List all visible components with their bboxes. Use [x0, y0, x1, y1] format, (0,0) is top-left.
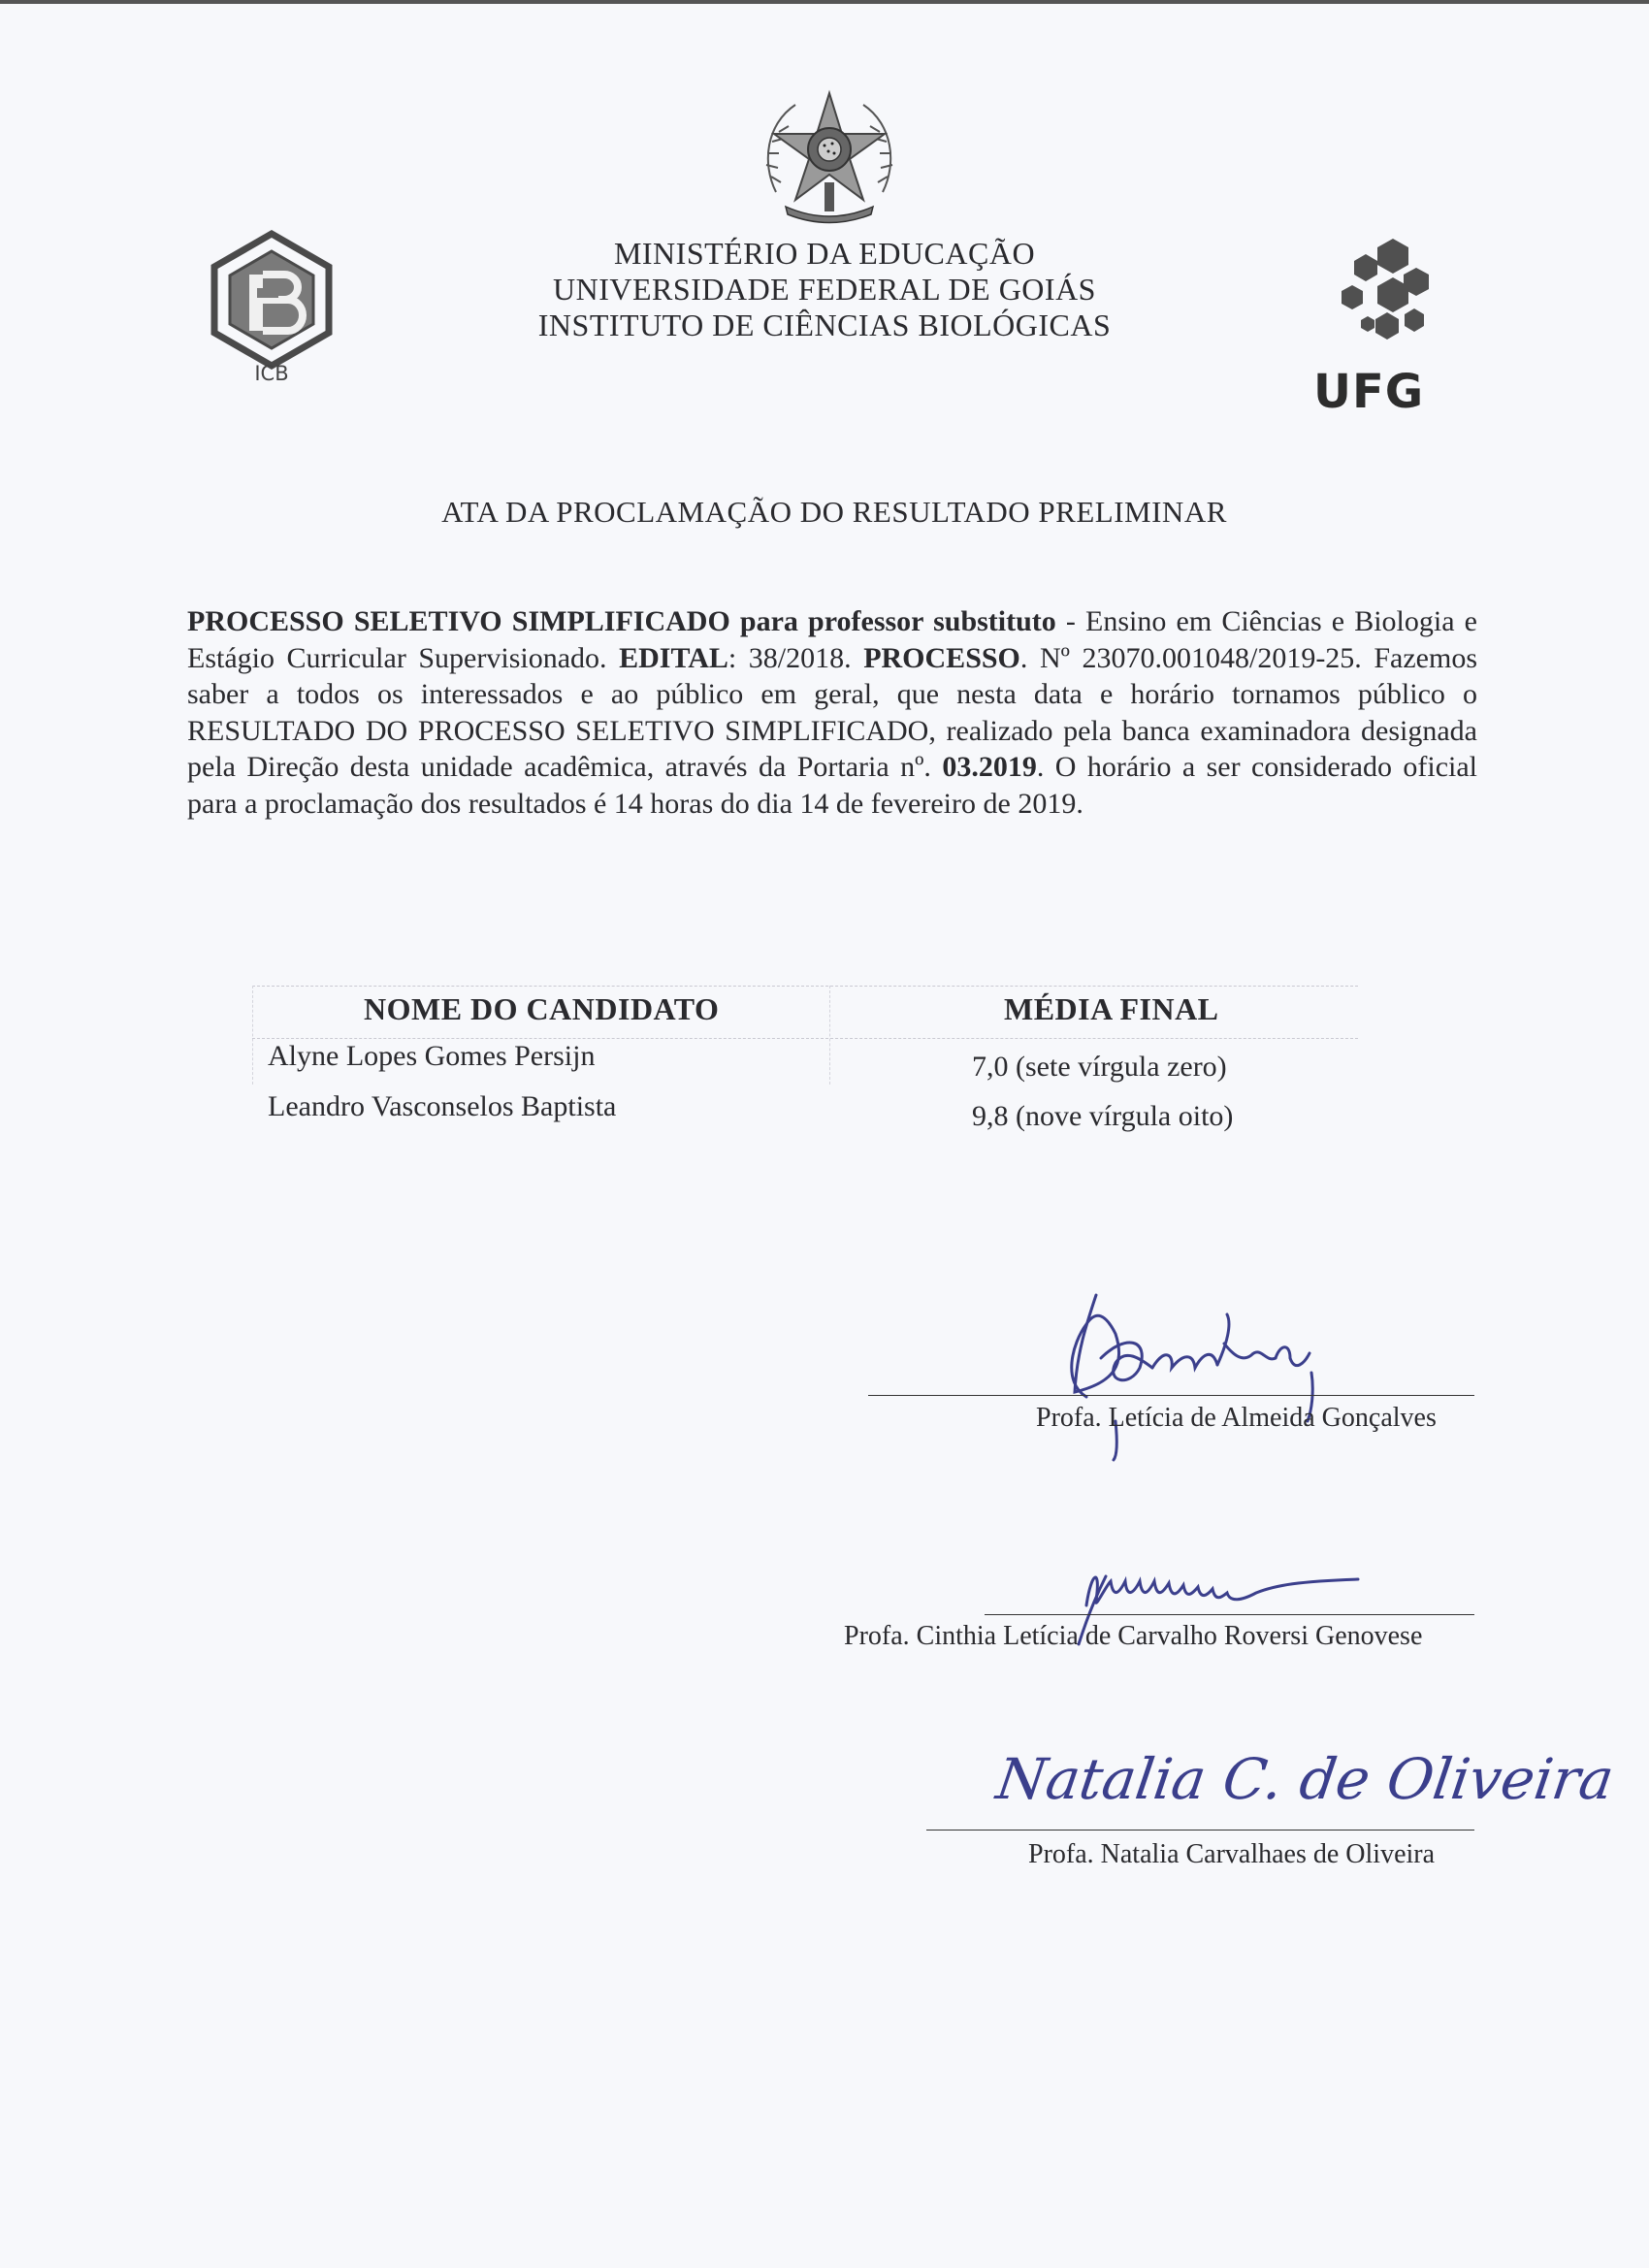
- scan-edge: [0, 0, 1649, 4]
- institution-header: [407, 236, 1242, 343]
- university-name: UNIVERSIDADE FEDERAL DE GOIÁS: [553, 272, 1096, 307]
- ufg-logo: [1300, 231, 1455, 425]
- body-text-2: : 38/2018.: [728, 641, 864, 674]
- signatory-name-3: Profa. Natalia Carvalhaes de Oliveira: [1028, 1839, 1436, 1869]
- edital-label: EDITAL: [619, 641, 728, 674]
- process-lead: PROCESSO SELETIVO SIMPLIFICADO para professor substituto: [187, 605, 1056, 637]
- icb-logo-text: ICB: [254, 362, 289, 385]
- signatory-name-2: Profa. Cinthia Letícia de Carvalho Roversi Genovese: [844, 1621, 1423, 1651]
- body-text-4: . O horário a ser considerado oficial para a proclamação dos resultados é 14 horas do dia 14 de fevereiro de 2019.: [187, 751, 1477, 820]
- ufg-hexagons-icon: [1300, 231, 1455, 367]
- ufg-logo-text: UFG: [1313, 365, 1425, 419]
- handwritten-signature-1: [1048, 1285, 1368, 1460]
- body-paragraph: [187, 603, 1477, 822]
- table-header-divider: [252, 1038, 1358, 1039]
- candidate-name-header: NOME DO CANDIDATO: [364, 991, 720, 1026]
- processo-label: PROCESSO: [863, 641, 1020, 674]
- final-grade-header: MÉDIA FINAL: [1004, 991, 1219, 1026]
- portaria-number: 03.2019: [942, 751, 1037, 783]
- document-title: ATA DA PROCLAMAÇÃO DO RESULTADO PRELIMINAR: [441, 495, 1227, 529]
- candidate-name-cell: Leandro Vasconselos Baptista: [268, 1090, 617, 1122]
- table-column-divider: [829, 986, 830, 1085]
- brazil-coat-of-arms-icon: [757, 85, 902, 231]
- signatory-name-1: Profa. Letícia de Almeida Gonçalves: [1036, 1403, 1437, 1433]
- table-border-left: [252, 986, 253, 1085]
- signature-line-3: [926, 1830, 1474, 1831]
- signature-line-1: [868, 1395, 1474, 1396]
- final-grade-cell: 7,0 (sete vírgula zero): [972, 1051, 1227, 1083]
- ministry-name: MINISTÉRIO DA EDUCAÇÃO: [613, 236, 1036, 271]
- table-border-top: [252, 986, 1358, 987]
- handwritten-signature-3: Natalia C. de Oliveira: [992, 1746, 1618, 1812]
- candidate-name-cell: Alyne Lopes Gomes Persijn: [268, 1040, 596, 1072]
- body-text-3: . Nº 23070.001048/2019-25. Fazemos saber a todos os interessados e ao público em geral, que nesta data e horário tornamos público o RESULTADO DO PROCESSO SELETIVO SIMPLIFICADO, realizado pela banca examinadora designada pela Direção desta unidade acadêmica, através da Portaria nº.: [187, 641, 1478, 783]
- body-text-1: - Ensino em Ciências e Biologia e Estágio Curricular Supervisionado.: [187, 605, 1477, 674]
- final-grade-cell: 9,8 (nove vírgula oito): [972, 1100, 1234, 1132]
- signature-line-2: [985, 1614, 1474, 1615]
- icb-logo: [199, 228, 344, 393]
- institute-name: INSTITUTO DE CIÊNCIAS BIOLÓGICAS: [537, 308, 1112, 342]
